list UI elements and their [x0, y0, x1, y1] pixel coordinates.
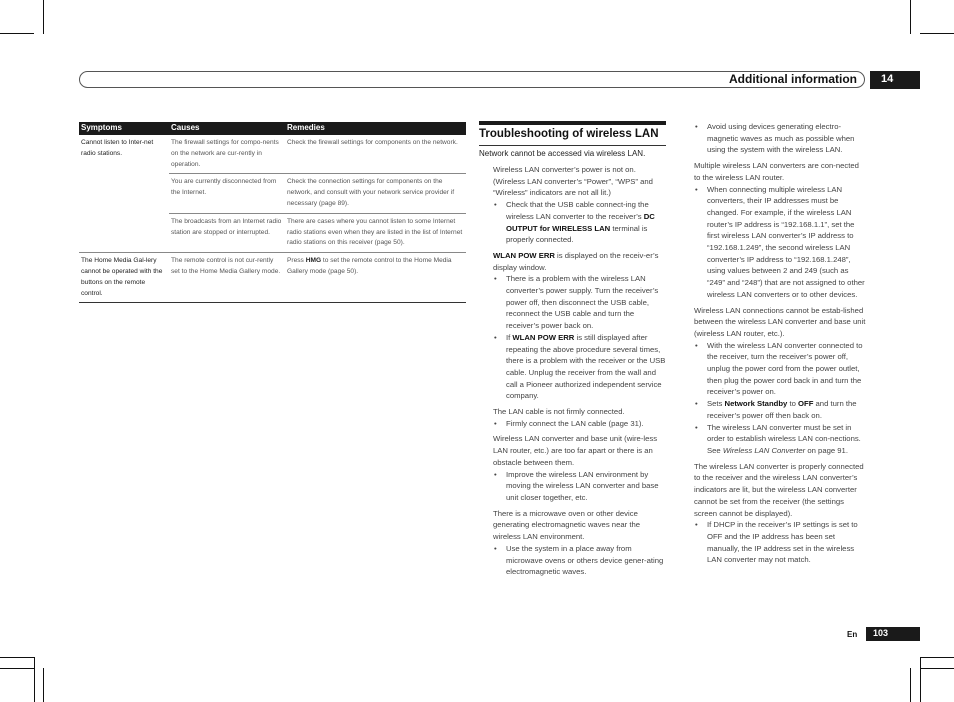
section-subtitle: Network cannot be accessed via wireless LAN. — [479, 149, 646, 158]
bullet-item: • Avoid using devices generating electro-magnetic waves as much as possible when using the system with the wireless LAN. — [694, 121, 866, 156]
remedy-cell: Check the firewall settings for components on the network. — [287, 139, 458, 146]
wireless-section-continued — [694, 121, 866, 566]
section-rule — [479, 121, 666, 125]
crop-mark — [920, 657, 954, 658]
bullet-item: • There is a problem with the wireless LAN converter’s power supply. Turn the receiver’s power off, then disconnect the USB cable, reconnect the USB cable and turn the receiver’s power back on. — [493, 273, 666, 332]
remedy-cell: Press HMG to set the remote control to the Home Media Gallery mode (page 50). — [285, 253, 466, 303]
language-label: En — [847, 630, 858, 639]
paragraph: WLAN POW ERR is displayed on the receiv-er’s display window. — [493, 250, 659, 272]
header-symptoms: Symptoms — [79, 122, 169, 135]
cause-cell: The broadcasts from an Internet radio station are stopped or interrupted. — [169, 213, 285, 252]
crop-mark — [910, 0, 911, 34]
symptom-cell — [79, 174, 169, 213]
cause-cell: The remote control is not cur-rently set to the Home Media Gallery mode. — [169, 253, 285, 303]
header-causes: Causes — [169, 122, 285, 135]
page-number: 103 — [866, 627, 920, 641]
symptom-cell: Cannot listen to Inter-net radio stations. — [81, 139, 154, 157]
table-row — [79, 213, 466, 252]
remedy-cell: There are cases where you cannot listen to some Internet radio stations even when they are listed in the list of Internet radio stations on this receiver (page 50). — [285, 213, 466, 252]
section-subrule — [479, 145, 666, 146]
crop-mark — [0, 668, 34, 669]
header-title: Additional information — [729, 72, 857, 86]
paragraph: The wireless LAN converter is properly connected to the receiver and the wireless LAN converter’s indicators are lit, but the wireless LAN converter cannot be set from the receiver (the settings screen cannot be displayed). — [694, 461, 864, 518]
bullet-item: • Use the system in a place away from microwave ovens or others device gener-ating electromagnetic waves. — [493, 543, 666, 578]
paragraph: Wireless LAN connections cannot be estab-lished between the wireless LAN converter and base unit (wireless LAN router, etc.). — [694, 305, 866, 338]
paragraph: Wireless LAN converter and base unit (wire-less LAN router, etc.) are too far apart or there is an obstacle between them. — [493, 434, 658, 467]
cause-cell: You are currently disconnected from the Internet. — [169, 174, 285, 213]
paragraph: Wireless LAN converter’s power is not on. (Wireless LAN converter’s “Power”, “WPS” and “Wireless” indicators are not all lit.) — [493, 165, 653, 198]
bullet-item: • Improve the wireless LAN environment by moving the wireless LAN converter and base unit closer together, etc. — [493, 469, 666, 504]
chapter-number: 14 — [870, 71, 920, 89]
bullet-item: • Firmly connect the LAN cable (page 31). — [493, 418, 666, 430]
remedy-cell: Check the connection settings for components on the network, and consult with your network service provider if necessary (page 89). — [285, 174, 466, 213]
crop-mark — [910, 668, 911, 702]
symptom-cell — [79, 213, 169, 252]
bullet-item: • If WLAN POW ERR is still displayed after repeating the above procedure several times, there is a problem with the receiver or the USB cable. Unplug the receiver from the wall and call a Pioneer authorized independent service company. — [493, 332, 666, 402]
bullet-item: • When connecting multiple wireless LAN converters, their IP addresses must be changed. For example, if the wireless LAN router’s IP address is “192.168.1.1”, set the first wireless LAN converter’s IP address to “192.168.1.249”, the second wireless LAN converter’s IP address to “192.168.1.248”, using values between 2 and 249 (such as “249” and “248”) that are not assigned to other wireless LAN converters or to other devices. — [694, 184, 866, 301]
crop-mark — [43, 668, 44, 702]
paragraph: The LAN cable is not firmly connected. — [493, 407, 625, 417]
crop-mark — [43, 0, 44, 34]
crop-mark — [920, 668, 954, 669]
symptom-cell: The Home Media Gal-lery cannot be operated with the buttons on the remote control. — [79, 253, 169, 303]
bullet-item: • Check that the USB cable connect-ing the wireless LAN converter to the receiver’s DC OUTPUT for WIRELESS LAN terminal is properly connected. — [493, 199, 666, 246]
table-row — [79, 253, 466, 303]
section-title: Troubleshooting of wireless LAN — [479, 128, 659, 140]
table-header — [79, 122, 466, 135]
bullet-item: • With the wireless LAN converter connected to the receiver, turn the receiver’s power off, unplug the power cord from the power outlet, then plug the power cord back in and turn the receiver’s power on. — [694, 340, 866, 399]
bullet-item: • If DHCP in the receiver’s IP settings is set to OFF and the IP address has been set manually, the IP address set in the wireless LAN converter may not match. — [694, 519, 866, 566]
wireless-section — [479, 121, 666, 578]
header-remedies: Remedies — [285, 122, 466, 135]
crop-mark — [0, 33, 34, 34]
crop-mark — [920, 657, 921, 702]
table-row — [79, 135, 466, 174]
symptoms-table — [79, 122, 466, 303]
bullet-item: • Sets Network Standby to OFF and turn the receiver’s power off then back on. — [694, 398, 866, 421]
crop-mark — [920, 33, 954, 34]
paragraph: There is a microwave oven or other device generating electromagnetic waves near the wireless LAN environment. — [493, 508, 641, 542]
bullet-item: • The wireless LAN converter must be set in order to establish wireless LAN con-nections. See Wireless LAN Converter on page 91. — [694, 422, 866, 457]
hmg-key: HMG — [305, 257, 322, 265]
table-row — [79, 174, 466, 213]
paragraph: Multiple wireless LAN converters are con-nected to the wireless LAN router. — [694, 161, 859, 182]
cause-cell: The firewall settings for compo-nents on the network are cur-rently in operation. — [171, 139, 279, 168]
crop-mark — [0, 657, 34, 658]
crop-mark — [34, 657, 35, 702]
